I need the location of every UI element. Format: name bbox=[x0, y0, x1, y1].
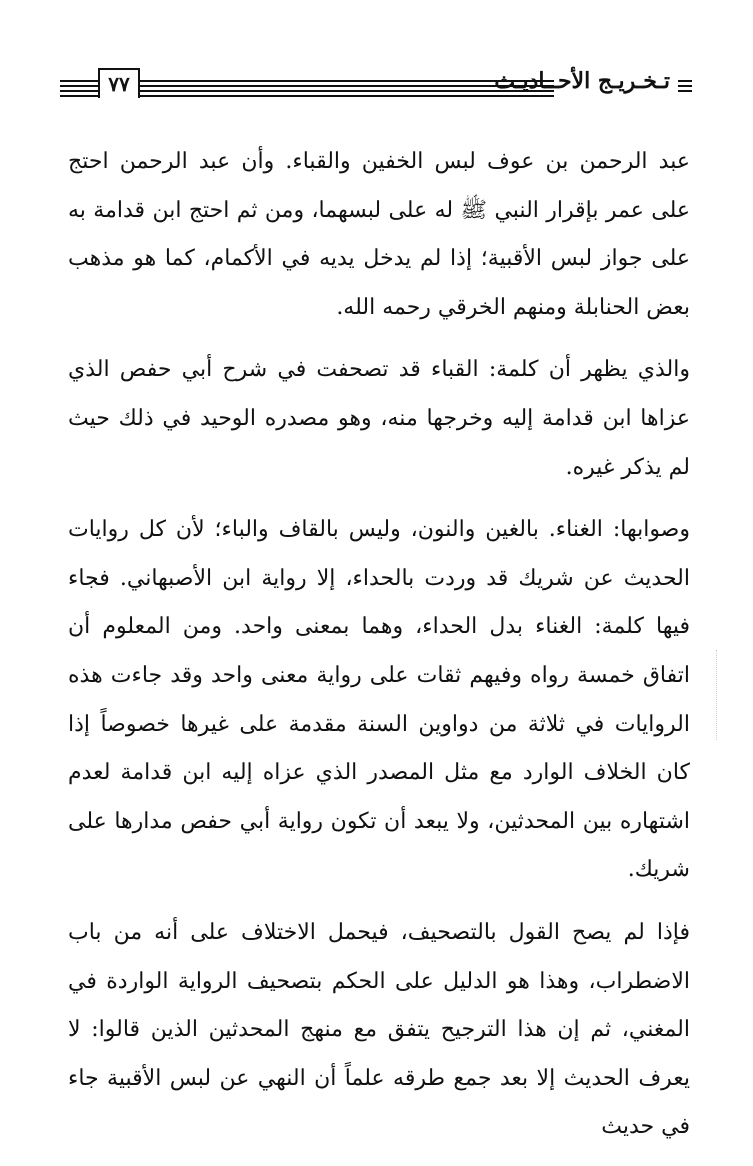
title-marker-icon bbox=[678, 80, 692, 95]
header-rule-left bbox=[60, 80, 100, 100]
paragraph-4: فإذا لم يصح القول بالتصحيف، فيحمل الاختلاف على أنه من باب الاضطراب، وهذا هو الدليل على الحكم بتصحيف الرواية الواردة في المغني، ثم إن هذا الترجيح يتفق مع منهج المحدثين الذين قالوا: لا يعرف الحديث إلا بعد جمع طرقه علماً أن النهي عن لبس الأقبية جاء في حديث bbox=[68, 919, 690, 1140]
paragraph-3: وصوابها: الغناء. بالغين والنون، وليس بالقاف والباء؛ لأن كل روايات الحديث عن شريك قد وردت بالحداء، إلا رواية ابن الأصبهاني. فجاء فيها كلمة: الغناء بدل الحداء، وهما بمعنى واحد. ومن المعلوم أن اتفاق خمسة رواه وفيهم ثقات على رواية معنى واحد وقد جاءت هذه الروايات في ثلاثة من دواوين السنة مقدمة على غيرها خصوصاً إذا كان الخلاف الوارد مع مثل المصدر الذي عزاه إليه ابن قدامة لعدم اشتهاره بين المحدثين، ولا يبعد أن تكون رواية أبي حفص مدارها على شريك. bbox=[68, 517, 690, 883]
page-number: ٧٧ bbox=[98, 68, 140, 98]
body-text bbox=[68, 138, 690, 1166]
scan-artifact bbox=[716, 650, 723, 740]
paragraph-2: والذي يظهر أن كلمة: القباء قد تصحفت في شرح أبي حفص الذي عزاها ابن قدامة إليه وخرجها منه، وهو مصدره الوحيد في ذلك حيث لم يذكر غيره. bbox=[68, 357, 690, 480]
header-rule-right bbox=[138, 80, 554, 100]
paragraph-1: عبد الرحمن بن عوف لبس الخفين والقباء. وأن عبد الرحمن احتج على عمر بإقرار النبي ﷺ له على لبسهما، ومن ثم احتج ابن قدامة به على جواز لبس الأقبية؛ إذا لم يدخل يديه في الأكمام، كما هو مذهب بعض الحنابلة ومنهم الخرقي رحمه الله. bbox=[68, 149, 690, 320]
page-header bbox=[60, 62, 692, 106]
running-title: تـخـريـج الأحــاديـث bbox=[494, 68, 670, 94]
